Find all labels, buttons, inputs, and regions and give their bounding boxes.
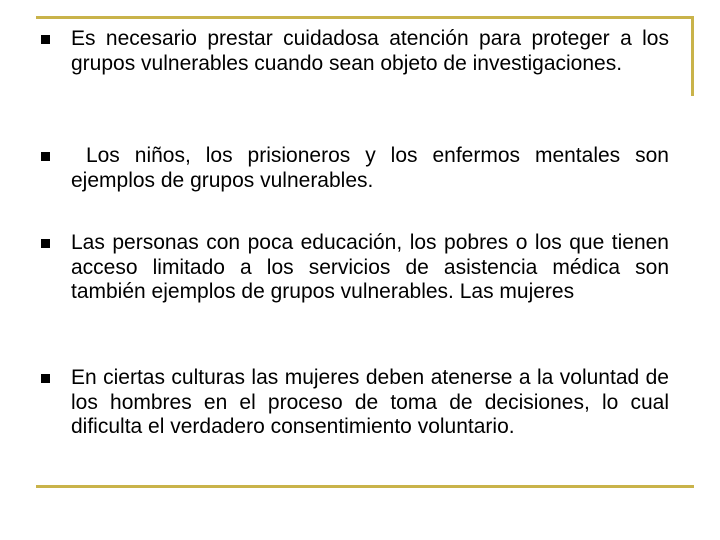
bullet-text: Los niños, los prisioneros y los enfermos mentales son ejemplos de grupos vulnerables.: [71, 144, 675, 192]
square-bullet-icon: [41, 239, 50, 248]
bottom-divider-line: [36, 485, 694, 488]
square-bullet-icon: [41, 374, 50, 383]
bullet-text: En ciertas culturas las mujeres deben atenerse a la voluntad de los hombres en el proceso de toma de decisiones, lo cual dificulta el verdadero consentimiento voluntario.: [71, 366, 669, 438]
square-bullet-icon: [41, 35, 50, 44]
bullet-text: Las personas con poca educación, los pobres o los que tienen acceso limitado a los servicios de asistencia médica son también ejemplos de grupos vulnerables. Las mujeres: [71, 231, 669, 303]
bullet-text: Es necesario prestar cuidadosa atención para proteger a los grupos vulnerables cuando sean objeto de investigaciones.: [71, 27, 669, 75]
square-bullet-icon: [41, 152, 50, 161]
top-divider-line: [36, 16, 694, 19]
right-divider-line: [691, 16, 694, 96]
